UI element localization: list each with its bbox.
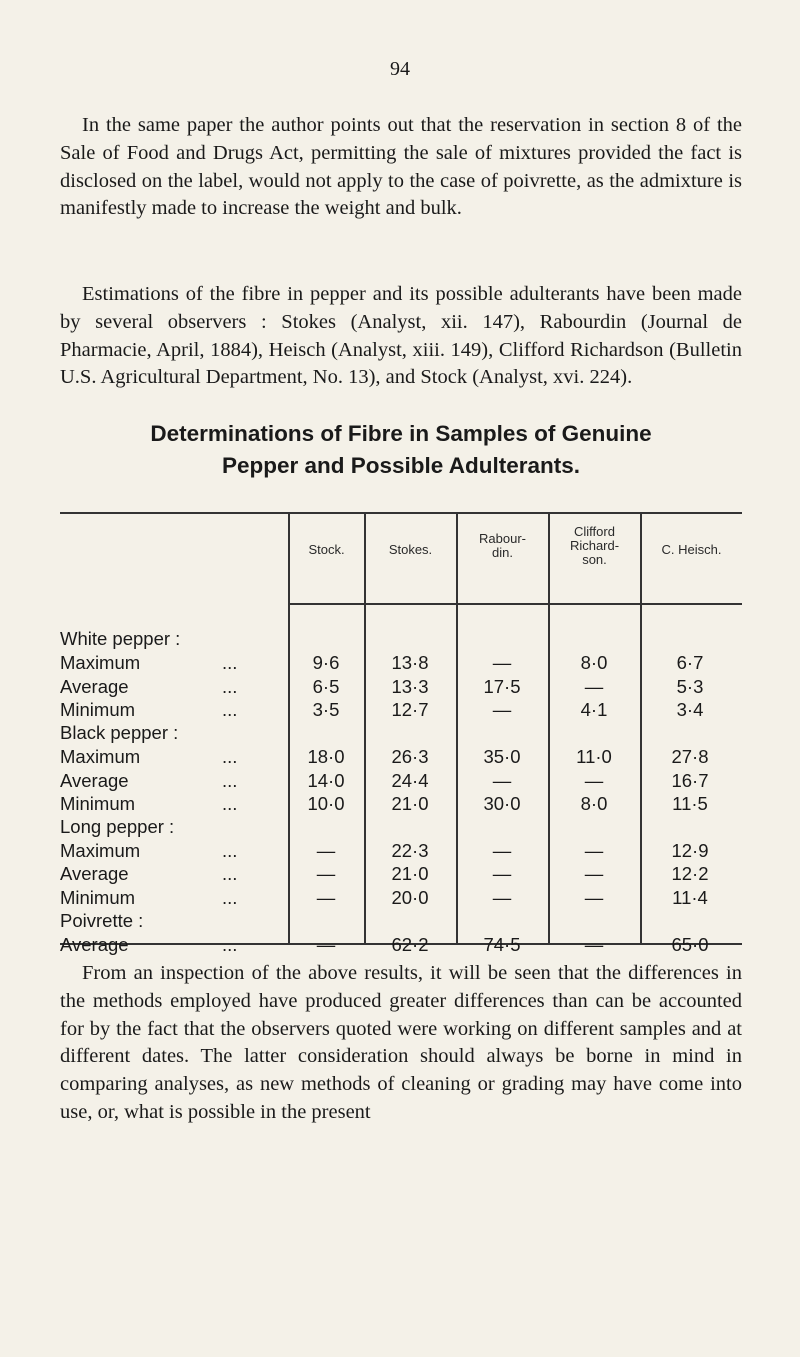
table-cell: 62·2: [391, 934, 429, 955]
table-cell: 11·4: [672, 887, 708, 908]
table-cell: —: [492, 770, 512, 791]
row-label: Maximum: [60, 746, 141, 767]
row-leader-dots: ...: [222, 887, 238, 908]
row-leader-dots: ...: [222, 652, 238, 673]
table-cell: 9·6: [312, 652, 340, 673]
table-cell: 35·0: [483, 746, 521, 767]
table-cell: 74·5: [483, 934, 521, 955]
table-cell: 18·0: [307, 746, 345, 767]
table-cell: —: [584, 887, 604, 908]
row-label: Average: [60, 770, 129, 791]
table-cell: 20·0: [391, 887, 429, 908]
table-cell: 24·4: [391, 770, 429, 791]
table-cell: —: [492, 652, 512, 673]
table-cell: —: [584, 676, 604, 697]
page-number: 94: [390, 58, 410, 80]
table-cell: —: [584, 934, 604, 955]
table-cell: 6·5: [312, 676, 340, 697]
table-header-rule: [288, 603, 742, 605]
table-cell: 12·2: [671, 863, 709, 884]
row-label: Minimum: [60, 793, 136, 814]
col-header-rabourdin-line-2: din.: [492, 545, 513, 560]
paragraph-conclusion: [60, 960, 742, 1127]
table-cell: 65·0: [671, 934, 709, 955]
table-cell: —: [316, 887, 336, 908]
table-cell: 13·8: [391, 652, 429, 673]
table-cell: 3·5: [312, 699, 340, 720]
row-label: Average: [60, 863, 129, 884]
table-cell: —: [316, 863, 336, 884]
row-label: Minimum: [60, 887, 136, 908]
table-cell: 8·0: [580, 652, 608, 673]
column-divider-5: [640, 512, 642, 943]
row-leader-dots: ...: [222, 840, 238, 861]
row-label: Minimum: [60, 699, 136, 720]
paragraph-observers-text: Estimations of the fibre in pepper and its possible adulterants have been made by several observers : Stokes (Analyst, xii. 147), Rabourdin (Journal de Pharmacie, April, 1884), Heisch (Analyst, xiii. 149), Clifford Richardson (Bulletin U.S. Agricultural Department, No. 13), and Stock (Analyst, xvi. 224).: [60, 283, 742, 389]
row-label: Average: [60, 676, 129, 697]
table-cell: —: [316, 840, 336, 861]
col-header-richardson-line-3: son.: [582, 552, 607, 567]
table-cell: —: [316, 934, 336, 955]
row-leader-dots: ...: [222, 793, 238, 814]
col-header-richardson-line-2: Richard-: [569, 538, 620, 553]
table-cell: —: [584, 770, 604, 791]
table-cell: 4·1: [580, 699, 608, 720]
table-cell: 21·0: [391, 863, 429, 884]
table-cell: 3·4: [676, 699, 704, 720]
group-label-poivrette: Poivrette :: [60, 910, 144, 931]
col-header-stokes: Stokes.: [388, 542, 433, 557]
table-cell: 11·5: [672, 793, 708, 814]
col-header-richardson-line-1: Clifford: [574, 524, 615, 539]
col-header-rabourdin-line-1: Rabour-: [479, 531, 526, 546]
table-cell: 12·9: [671, 840, 709, 861]
table-cell: 16·7: [671, 770, 709, 791]
table-cell: 10·0: [307, 793, 345, 814]
table-heading-line-2: Pepper and Possible Adulterants.: [221, 453, 580, 478]
table-cell: 6·7: [676, 652, 704, 673]
table-cell: 14·0: [307, 770, 345, 791]
row-leader-dots: ...: [222, 746, 238, 767]
table-cell: 30·0: [483, 793, 521, 814]
table-cell: 27·8: [671, 746, 709, 767]
table-cell: —: [492, 887, 512, 908]
table-cell: 21·0: [391, 793, 429, 814]
table-cell: —: [584, 840, 604, 861]
paragraph-conclusion-text: From an inspection of the above results, it will be seen that the differences in the methods employed have produced greater differences than can be accounted for by the fact that the observers quoted were working on different samples and at different dates. The latter consideration should always be borne in mind in comparing analyses, as new methods of cleaning or grading may have come into use, or, what is possible in the present: [60, 962, 742, 1123]
col-header-richardson: [549, 525, 640, 567]
table-cell: —: [492, 840, 512, 861]
table-cell: —: [584, 863, 604, 884]
row-label: Maximum: [60, 840, 141, 861]
row-leader-dots: ...: [222, 863, 238, 884]
table-cell: 17·5: [483, 676, 521, 697]
table-cell: 22·3: [391, 840, 429, 861]
table-cell: 12·7: [391, 699, 429, 720]
row-label: Maximum: [60, 652, 141, 673]
table-cell: 11·0: [576, 746, 612, 767]
col-header-heisch: C. Heisch.: [661, 542, 722, 557]
row-leader-dots: ...: [222, 934, 238, 955]
group-label-white-pepper: White pepper :: [60, 628, 181, 649]
table-cell: 5·3: [676, 676, 704, 697]
paragraph-intro-text: In the same paper the author points out that the reservation in section 8 of the Sale of Food and Drugs Act, permitting the sale of mixtures provided the fact is disclosed on the label, would not apply to the case of poivrette, as the admixture is manifestly made to increase the weight and bulk.: [60, 114, 742, 220]
col-header-rabourdin: [457, 532, 548, 560]
col-header-stock: Stock.: [308, 542, 345, 557]
row-leader-dots: ...: [222, 770, 238, 791]
row-leader-dots: ...: [222, 676, 238, 697]
table-cell: 8·0: [580, 793, 608, 814]
table-cell: —: [492, 863, 512, 884]
group-label-long-pepper: Long pepper :: [60, 816, 175, 837]
row-leader-dots: ...: [222, 699, 238, 720]
table-cell: 26·3: [391, 746, 429, 767]
table-heading-line-1: Determinations of Fibre in Samples of Genuine: [150, 421, 652, 446]
row-label: Average: [60, 934, 129, 955]
group-label-black-pepper: Black pepper :: [60, 722, 179, 743]
table-cell: —: [492, 699, 512, 720]
table-cell: 13·3: [391, 676, 429, 697]
